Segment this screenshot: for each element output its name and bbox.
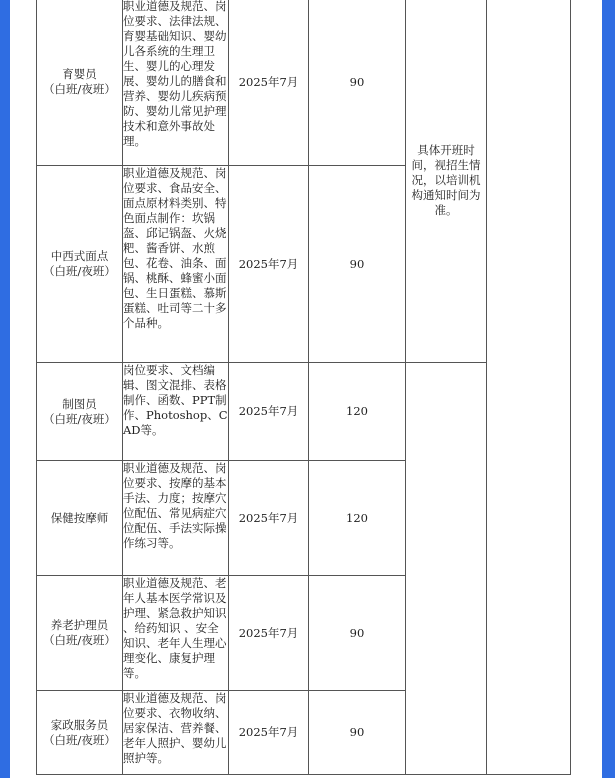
course-date: 2025年7月 xyxy=(229,0,309,166)
course-name: 育婴员 xyxy=(62,67,97,81)
course-shift: （白班/夜班） xyxy=(43,264,116,278)
course-shift: （白班/夜班） xyxy=(43,633,116,647)
course-date: 2025年7月 xyxy=(229,461,309,576)
course-content: 岗位要求、文档编辑、图文混排、表格制作、函数、PPT制作、Photoshop、CAD等。 xyxy=(123,363,228,437)
course-date: 2025年7月 xyxy=(229,691,309,775)
course-content: 职业道德及规范、岗位要求、食品安全、面点原材料类别、特色面点制作：坎锅盔、邱记锅盔、火烧粑、酱香饼、水煎包、花卷、油条、面锅、桃酥、蜂蜜小面包、生日蛋糕、慕斯蛋糕、吐司等二十多个品种。 xyxy=(123,166,227,330)
course-date: 2025年7月 xyxy=(229,166,309,363)
course-name-cell xyxy=(37,576,123,691)
course-name: 中西式面点 xyxy=(50,249,109,263)
course-name-cell xyxy=(37,691,123,775)
course-shift: （白班/夜班） xyxy=(43,732,116,747)
course-hours: 120 xyxy=(309,363,406,461)
course-shift: （白班/夜班） xyxy=(43,411,116,426)
course-hours: 120 xyxy=(309,461,406,576)
course-name-cell xyxy=(37,166,123,363)
course-name: 养老护理员 xyxy=(50,618,109,632)
course-date: 2025年7月 xyxy=(229,363,309,461)
remarks-cell xyxy=(487,0,571,775)
course-name-cell xyxy=(37,363,123,461)
note-cell-empty xyxy=(406,363,487,775)
course-name-cell xyxy=(37,461,123,576)
course-shift: （白班/夜班） xyxy=(43,82,116,96)
course-content: 职业道德及规范、岗位要求、衣物收纳、居家保洁、营养餐、老年人照护、婴幼儿照护等。 xyxy=(123,691,227,765)
course-name: 保健按摩师 xyxy=(50,510,109,525)
course-hours: 90 xyxy=(309,691,406,775)
course-content-cell xyxy=(123,691,229,775)
course-name: 家政服务员 xyxy=(50,717,109,732)
course-content: 职业道德及规范、老年人基本医学常识及护理、紧急救护知识 、给药知识 、安全知识、老年人生理心理变化、康复护理等。 xyxy=(123,576,227,680)
course-content-cell xyxy=(123,576,229,691)
training-course-table xyxy=(36,0,571,775)
course-content-cell xyxy=(123,461,229,576)
course-name-cell xyxy=(37,0,123,166)
schedule-note: 具体开班时间，视招生情况，以培训机构通知时间为准。 xyxy=(406,0,487,363)
course-content: 职业道德及规范、岗位要求、法律法规、育婴基础知识、婴幼儿各系统的生理卫生、婴儿的心理发展、婴幼儿的膳食和营养、婴幼儿疾病预防、婴幼儿常见护理技术和意外事故处理。 xyxy=(123,0,227,148)
table-row xyxy=(37,0,571,166)
course-content-cell xyxy=(123,0,229,166)
course-hours: 90 xyxy=(309,166,406,363)
course-hours: 90 xyxy=(309,0,406,166)
course-content: 职业道德及规范、岗位要求、按摩的基本手法、力度；按摩穴位配伍、常见病症穴位配伍、手法实际操作练习等。 xyxy=(123,461,227,550)
course-content-cell xyxy=(123,363,229,461)
course-name: 制图员 xyxy=(62,396,97,411)
course-hours: 90 xyxy=(309,576,406,691)
course-content-cell xyxy=(123,166,229,363)
document-page xyxy=(10,0,602,778)
course-date: 2025年7月 xyxy=(229,576,309,691)
